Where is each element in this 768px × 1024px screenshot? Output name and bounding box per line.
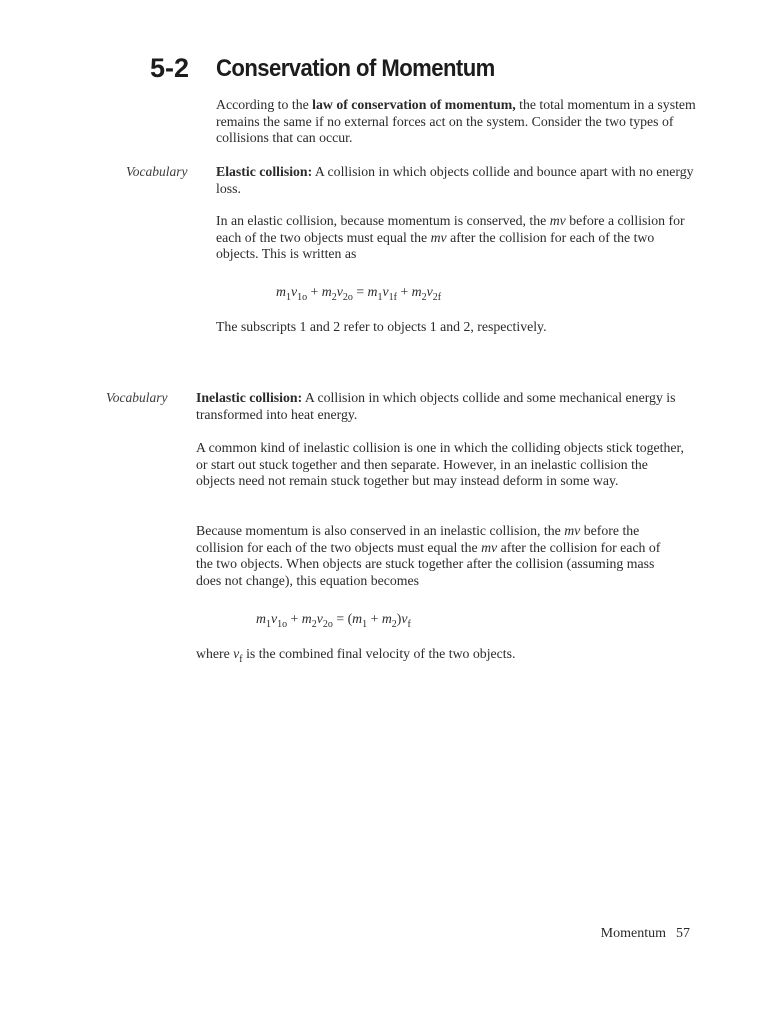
elastic-definition: Elastic collision: A collision in which objects collide and bounce apart with no energy loss. (216, 164, 694, 196)
vocabulary-label-elastic: Vocabulary (126, 164, 188, 179)
elastic-term: Elastic collision: (216, 164, 313, 179)
inelastic-explanation: Because momentum is also conserved in an inelastic collision, the mv before the collision for each of the two objects must equal the mv after the collision for each of the two objects. When objects are stuck together after the collision (assuming mass does not change), this equation becomes (196, 523, 661, 588)
inelastic-common-kind: A common kind of inelastic collision is one in which the colliding objects stick together, or start out stuck together and then separate. However, in an inelastic collision the objects need not remain stuck together but may instead deform in some way. (196, 440, 685, 488)
section-title: Conservation of Momentum (216, 55, 495, 82)
section-number: 5-2 (150, 53, 190, 83)
inelastic-term: Inelastic collision: (196, 390, 303, 405)
page-footer (601, 926, 690, 943)
subscripts-note: The subscripts 1 and 2 refer to objects 1 and 2, respectively. (216, 319, 547, 334)
page-number: 57 (676, 926, 690, 941)
inelastic-definition: Inelastic collision: A collision in which objects collide and some mechanical energy is transformed into heat energy. (196, 390, 676, 422)
vocabulary-label-inelastic: Vocabulary (106, 390, 168, 405)
inelastic-equation: $m_1v_{1o} + m_2v_{2o} = (m_1 + m_2)v_f$ (256, 611, 411, 630)
law-term: law of conservation of momentum, (312, 97, 516, 112)
footer-chapter: Momentum (600, 926, 666, 941)
elastic-explanation: In an elastic collision, because momentum is conserved, the mv before a collision for each of the two objects must equal the mv after the collision for each of the two objects. This is written as (216, 213, 685, 261)
elastic-equation: $m_1v_{1o} + m_2v_{2o} = m_1v_{1f} + m_2v_{2f}$ (276, 284, 442, 303)
intro-paragraph: According to the law of conservation of momentum, the total momentum in a system remains the same if no external forces act on the system. Consider the two types of collisions that can occur. (216, 97, 696, 145)
final-velocity-note: where $v_f$ is the combined final velocity of the two objects. (196, 646, 516, 665)
